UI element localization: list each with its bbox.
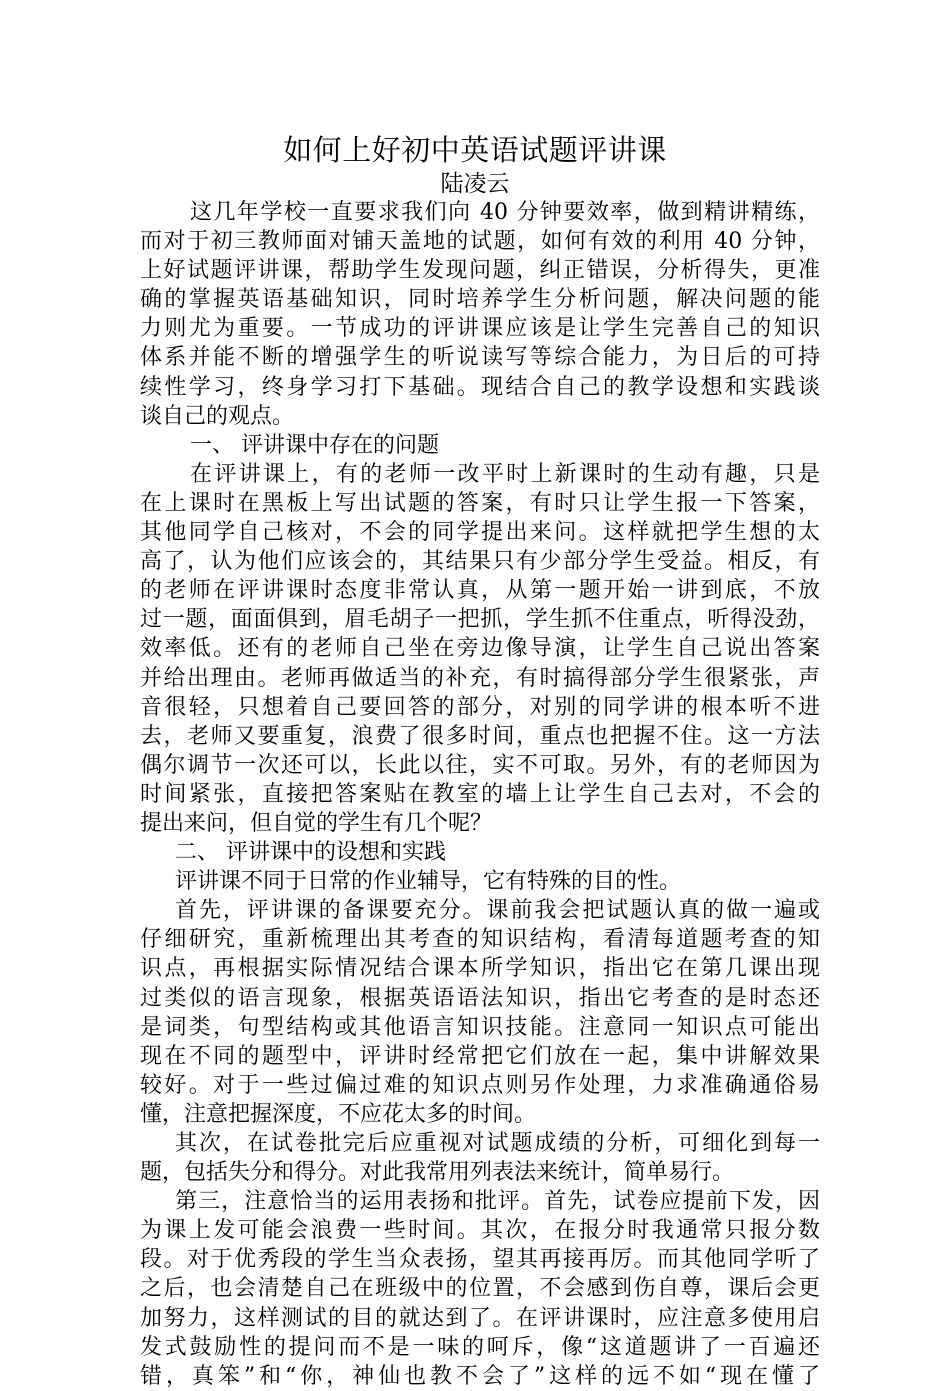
body-line: 其他同学自己核对，不会的同学提出来问。这样就把学生想的太 [140,520,820,546]
body-line: 懂，注意把握深度，不应花太多的时间。 [140,1101,537,1127]
body-line: 仔细研究，重新梳理出其考查的知识结构，看清每道题考查的知 [140,927,820,953]
body-line: 这几年学校一直要求我们向 40 分钟要效率，做到精讲精练， [190,200,820,225]
body-line: 高了，认为他们应该会的，其结果只有少部分学生受益。相反，有 [140,549,820,575]
body-line: 段。对于优秀段的学生当众表扬，望其再接再厉。而其他同学听了 [140,1247,820,1273]
body-line: 识点，再根据实际情况结合课本所学知识，指出它在第几课出现 [140,956,820,982]
document-body [140,198,820,1391]
body-line: 在评讲课上，有的老师一改平时上新课时的生动有趣，只是 [190,461,820,487]
document-title: 如何上好初中英语试题评讲课 [283,133,667,167]
document-author: 陆凌云 [440,171,510,197]
body-line: 一、 评讲课中存在的问题 [190,432,439,458]
body-line: 现在不同的题型中，评讲时经常把它们放在一起，集中讲解效果 [140,1043,820,1069]
body-line: 时间紧张，直接把答案贴在教室的墙上让学生自己去对，不会的 [140,781,820,807]
body-line: 其次，在试卷批完后应重视对试题成绩的分析，可细化到每一 [175,1131,820,1156]
body-line: 是词类，句型结构或其他语言知识技能。注意同一知识点可能出 [140,1014,820,1040]
body-line: 错，真笨”和“你，神仙也教不会了”这样的远不如“现在懂了 [140,1363,820,1389]
body-line: 为课上发可能会浪费一些时间。其次，在报分时我通常只报分数 [140,1218,820,1244]
body-line: 发式鼓励性的提问而不是一味的呵斥，像“这道题讲了一百遍还 [140,1334,820,1360]
body-line: 较好。对于一些过偏过难的知识点则另作处理，力求准确通俗易 [140,1072,820,1098]
body-line: 偶尔调节一次还可以，长此以往，实不可取。另外，有的老师因为 [140,752,820,778]
body-line: 加努力，这样测试的目的就达到了。在评讲课时，应注意多使用启 [140,1305,820,1331]
body-line: 效率低。还有的老师自己坐在旁边像导演，让学生自己说出答案 [140,636,820,662]
body-line: 提出来问，但自觉的学生有几个呢？ [140,810,493,836]
body-line: 确的掌握英语基础知识，同时培养学生分析问题，解决问题的能 [140,287,820,313]
body-line: 评讲课不同于日常的作业辅导，它有特殊的目的性。 [175,869,682,895]
body-line: 在上课时在黑板上写出试题的答案，有时只让学生报一下答案， [140,490,820,516]
body-line: 力则尤为重要。一节成功的评讲课应该是让学生完善自己的知识 [140,316,820,342]
body-line: 续性学习，终身学习打下基础。现结合自己的教学设想和实践谈 [140,374,820,400]
body-line: 题，包括失分和得分。对此我常用列表法来统计，简单易行。 [140,1160,735,1186]
body-line: 音很轻，只想着自己要回答的部分，对别的同学讲的根本听不进 [140,694,820,720]
body-line: 去，老师又要重复，浪费了很多时间，重点也把握不住。这一方法 [140,723,820,749]
body-line: 之后，也会清楚自己在班级中的位置，不会感到伤自尊，课后会更 [140,1276,820,1302]
body-line: 而对于初三教师面对铺天盖地的试题，如何有效的利用 40 分钟， [140,229,820,255]
body-line: 并给出理由。老师再做适当的补充，有时搞得部分学生很紧张，声 [140,665,820,691]
body-line: 谈自己的观点。 [140,403,295,429]
body-line: 过类似的语言现象，根据英语语法知识，指出它考查的是时态还 [140,985,820,1011]
body-line: 第三，注意恰当的运用表扬和批评。首先，试卷应提前下发，因 [175,1189,820,1215]
body-line: 二、 评讲课中的设想和实践 [175,840,446,866]
body-line: 过一题，面面俱到，眉毛胡子一把抓，学生抓不住重点，听得没劲， [140,607,820,633]
body-line: 体系并能不断的增强学生的听说读写等综合能力，为日后的可持 [140,345,820,371]
body-line: 上好试题评讲课，帮助学生发现问题，纠正错误，分析得失，更准 [140,258,820,284]
body-line: 的老师在评讲课时态度非常认真，从第一题开始一讲到底，不放 [140,578,820,604]
body-line: 首先，评讲课的备课要充分。课前我会把试题认真的做一遍或 [175,898,820,924]
